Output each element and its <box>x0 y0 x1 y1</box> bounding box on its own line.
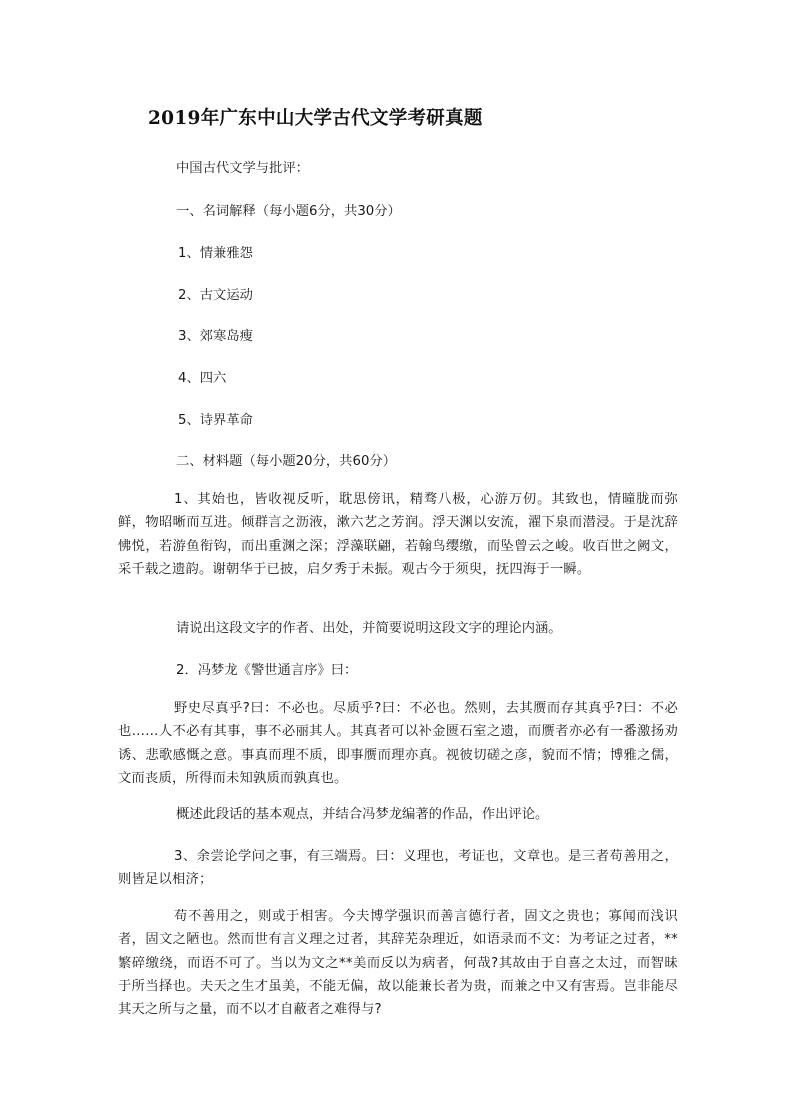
term-item-3: 3、郊寒岛瘦 <box>178 329 253 344</box>
question2-prompt: 概述此段话的基本观点，并结合冯梦龙编著的作品，作出评论。 <box>176 807 549 822</box>
question1-prompt: 请说出这段文字的作者、出处，并简要说明这段文字的理论内涵。 <box>176 621 562 636</box>
term-item-2: 2、古文运动 <box>178 288 253 303</box>
section2-heading: 二、材料题（每小题20分，共60分） <box>176 454 396 469</box>
term-item-4: 4、四六 <box>178 371 227 386</box>
term-item-1: 1、情兼雅怨 <box>178 246 253 261</box>
question2-intro: 2．冯梦龙《警世通言序》曰： <box>176 663 358 678</box>
section1-heading: 一、名词解释（每小题6分，共30分） <box>176 204 401 219</box>
subject-line: 中国古代文学与批评： <box>176 161 309 176</box>
question1-passage: 1、其始也，皆收视反听，耽思傍讯，精骛八极，心游万仞。其致也，情曈胧而弥鲜，物昭晰而互进。倾群言之沥液，漱六艺之芳润。浮天渊以安流，濯下泉而潜浸。于是沈辞怫悦，若游鱼衔钩，而出重渊之深；浮藻联翩，若翰鸟缨缴，而坠曾云之峻。收百世之阙文，采千载之遗韵。谢朝华于已披，启夕秀于未振。观古今于须臾，抚四海于一瞬。 <box>118 492 678 577</box>
document-title: 2019年广东中山大学古代文学考研真题 <box>148 108 483 129</box>
question3-intro: 3、余尝论学问之事，有三端焉。曰：义理也，考证也，文章也。是三者苟善用之，则皆足以相济； <box>118 849 678 888</box>
question3-passage: 苟不善用之，则或于相害。今夫博学强识而善言德行者，固文之贵也；寡闻而浅识者，固文之陋也。然而世有言义理之过者，其辞芜杂理近，如语录而不文：为考证之过者，**繁碎缴绕，而语不可了。当以为文之**美而反以为病者，何哉?其故由于自喜之太过，而智昧于所当择也。夫天之生才虽美，不能无偏，故以能兼长者为贵，而兼之中又有害焉。岂非能尽其天之所与之量，而不以才自蔽者之难得与? <box>118 909 678 1018</box>
term-item-5: 5、诗界革命 <box>178 413 253 428</box>
question2-passage: 野史尽真乎?曰：不必也。尽质乎?曰：不必也。然则，去其赝而存其真乎?曰：不必也……人不必有其事，事不必丽其人。其真者可以补金匮石室之遗，而赝者亦必有一番激扬劝诱、悲歌感慨之意。事真而理不质，即事赝而理亦真。视彼切磋之彦，貌而不情；博雅之儒，文而丧质，所得而未知孰质而孰真也。 <box>118 701 678 786</box>
